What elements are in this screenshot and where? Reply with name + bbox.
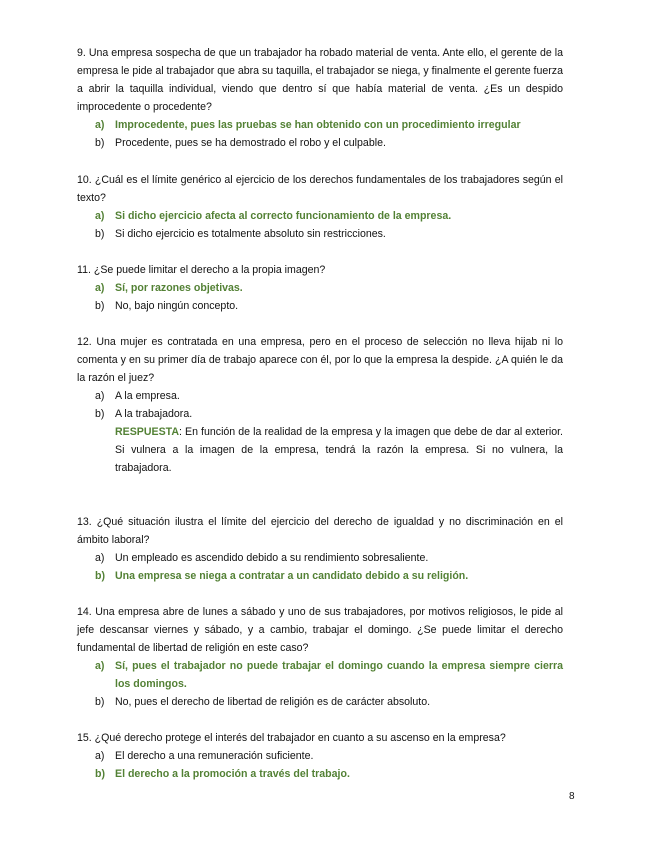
- option-letter: b): [95, 408, 105, 420]
- question-14: [77, 603, 563, 711]
- option-a-correct: [95, 279, 563, 297]
- option-text: No, pues el derecho de libertad de religión es de carácter absoluto.: [115, 696, 431, 708]
- option-text: A la trabajadora.: [115, 408, 193, 420]
- option-text: Un empleado es ascendido debido a su rendimiento sobresaliente.: [115, 552, 429, 564]
- response-text: : En función de la realidad de la empresa y la imagen que debe de dar al exterior. Si vulnera a la imagen de la empresa, tendrá la razón la empresa. Si no vulnera, la trabajadora.: [115, 426, 563, 474]
- question-stem: 11. ¿Se puede limitar el derecho a la propia imagen?: [77, 264, 326, 276]
- response-label: RESPUESTA: [115, 426, 179, 438]
- option-b: [95, 297, 563, 315]
- option-letter: a): [95, 660, 105, 672]
- question-12: [77, 333, 563, 477]
- option-text: Procedente, pues se ha demostrado el robo y el culpable.: [115, 137, 386, 149]
- option-b-correct: [95, 567, 563, 585]
- question-stem: 10. ¿Cuál es el límite genérico al ejercicio de los derechos fundamentales de los trabajadores según el texto?: [77, 174, 563, 204]
- option-letter: a): [95, 552, 105, 564]
- option-a-correct: [95, 116, 563, 134]
- question-10: [77, 171, 563, 243]
- option-letter: a): [95, 750, 105, 762]
- option-letter: a): [95, 210, 105, 222]
- option-text: No, bajo ningún concepto.: [115, 300, 239, 312]
- question-stem: 15. ¿Qué derecho protege el interés del trabajador en cuanto a su ascenso en la empresa?: [77, 732, 506, 744]
- option-text: Una empresa se niega a contratar a un candidato debido a su religión.: [115, 570, 469, 582]
- option-b: [95, 693, 563, 711]
- option-letter: b): [95, 696, 105, 708]
- response-note: [115, 423, 563, 477]
- option-a: [95, 387, 563, 405]
- question-13: [77, 513, 563, 585]
- question-9: [77, 44, 563, 152]
- question-11: [77, 261, 563, 315]
- option-a: [95, 549, 563, 567]
- option-text: El derecho a una remuneración suficiente.: [115, 750, 314, 762]
- option-a-correct: [95, 657, 563, 693]
- option-text: El derecho a la promoción a través del trabajo.: [115, 768, 350, 780]
- question-stem: 13. ¿Qué situación ilustra el límite del ejercicio del derecho de igualdad y no discriminación en el ámbito laboral?: [77, 516, 563, 546]
- question-stem: 12. Una mujer es contratada en una empresa, pero en el proceso de selección no lleva hijab ni lo comenta y en su primer día de trabajo aparece con él, por lo que la empresa la despide. ¿A quién le da la razón el juez?: [77, 336, 563, 384]
- option-letter: b): [95, 228, 105, 240]
- question-stem: 9. Una empresa sospecha de que un trabajador ha robado material de venta. Ante ello, el gerente de la empresa le pide al trabajador que abra su taquilla, el trabajador se niega, y finalmente el gerente fuerza a abrir la taquilla individual, viendo que dentro sí que había material de venta. ¿Es un despido improcedente o procedente?: [77, 47, 563, 113]
- option-text: Sí, pues el trabajador no puede trabajar el domingo cuando la empresa siempre cierra los domingos.: [115, 660, 563, 690]
- option-letter: b): [95, 300, 105, 312]
- option-letter: b): [95, 768, 105, 780]
- option-b: [95, 225, 563, 243]
- option-a-correct: [95, 207, 563, 225]
- option-text: Si dicho ejercicio afecta al correcto funcionamiento de la empresa.: [115, 210, 452, 222]
- option-b: [95, 134, 563, 152]
- option-text: Sí, por razones objetivas.: [115, 282, 243, 294]
- option-b: [95, 405, 563, 423]
- option-text: Si dicho ejercicio es totalmente absoluto sin restricciones.: [115, 228, 386, 240]
- option-letter: a): [95, 282, 105, 294]
- option-b-correct: [95, 765, 563, 783]
- option-a: [95, 747, 563, 765]
- option-text: A la empresa.: [115, 390, 180, 402]
- option-letter: a): [95, 119, 105, 131]
- question-stem: 14. Una empresa abre de lunes a sábado y uno de sus trabajadores, por motivos religiosos, le pide al jefe descansar viernes y sábado, y a cambio, trabajar el domingo. ¿Se puede limitar el derecho fundamental de libertad de religión en este caso?: [77, 606, 563, 654]
- page-number: 8: [569, 791, 575, 802]
- option-text: Improcedente, pues las pruebas se han obtenido con un procedimiento irregular: [115, 119, 521, 131]
- option-letter: a): [95, 390, 105, 402]
- option-letter: b): [95, 570, 105, 582]
- option-letter: b): [95, 137, 105, 149]
- question-15: [77, 729, 563, 783]
